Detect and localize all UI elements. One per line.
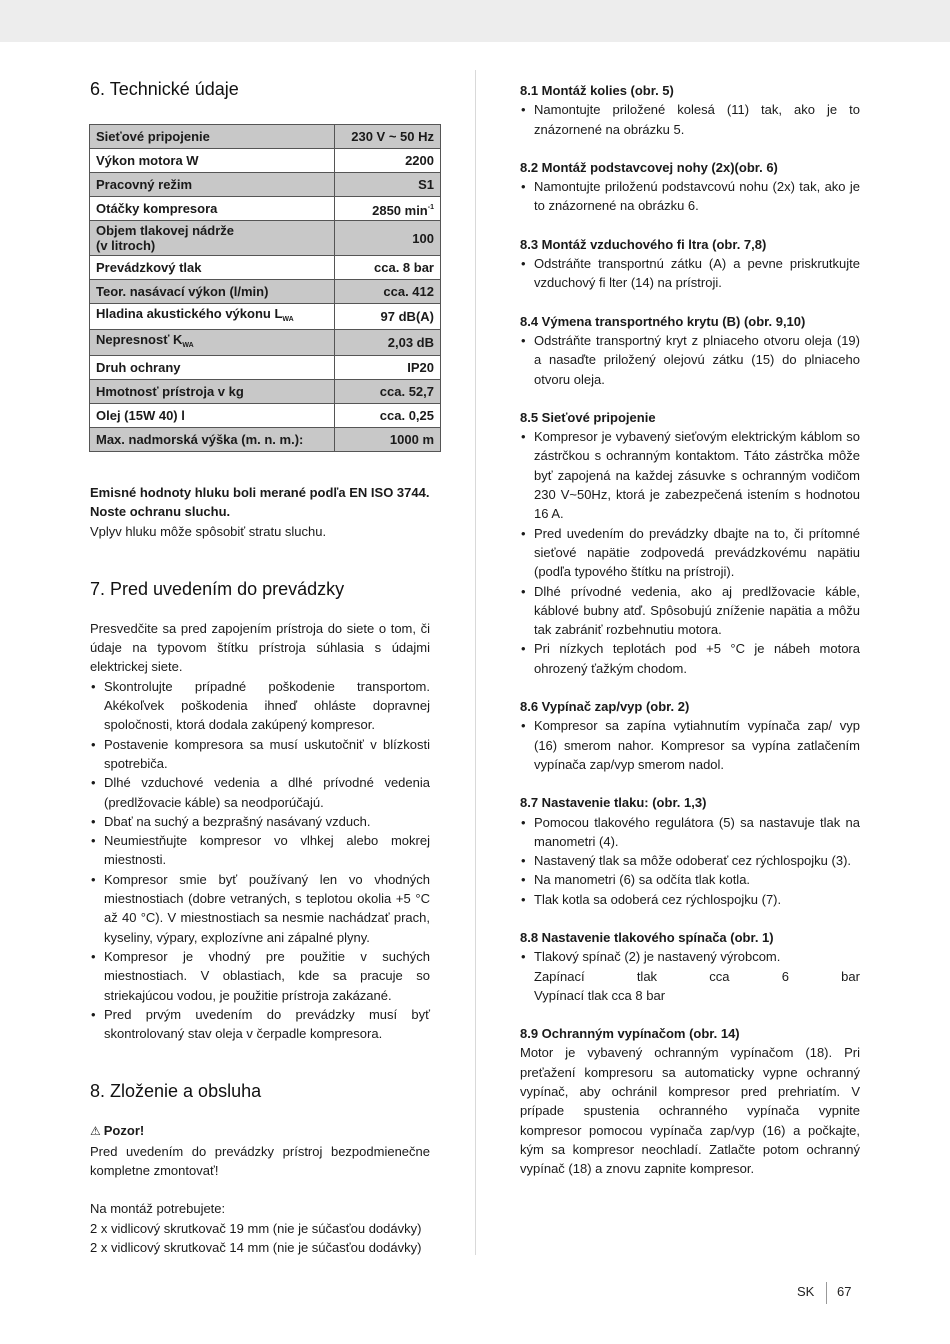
section-8-9-text: Motor je vybavený ochranným vypínačom (18). Pri preťažení kompresoru sa automaticky vypne ochranný vypínač, aby ochránil kompresor pred prehriatím. V prípade spustenia ochranného vypínača vypnite kompresor pomocou vypínača zap/vyp (16) a počkajte, kým sa kompresor neochladí. Zatlačte potom ochranný vypínač (18) a znovu zapnite kompresor. (520, 1045, 860, 1177)
language-code: SK (797, 1284, 815, 1299)
section-8-1-list (520, 100, 860, 139)
spec-row (90, 380, 441, 404)
section-8-4 (520, 312, 860, 389)
spec-row (90, 173, 441, 197)
tool-item-1: 2 x vidlicový skrutkovač 19 mm (nie je súčasťou dodávky) (90, 1220, 422, 1236)
spec-label: Výkon motora W (90, 149, 335, 173)
spec-value: cca. 412 (334, 280, 440, 304)
section-8-8 (520, 928, 860, 1005)
switch-on-word: Zapínací (534, 968, 585, 984)
section-8-3-list (520, 254, 860, 293)
spec-label: Sieťové pripojenie (90, 125, 335, 149)
switch-approx-word: cca (709, 968, 730, 984)
left-column (90, 78, 434, 1257)
warning-text: Pred uvedením do prevádzky prístroj bezpodmienečne kompletne zmontovať! (90, 1143, 430, 1179)
section-8-3-title: 8.3 Montáž vzduchového fi ltra (obr. 7,8) (520, 236, 767, 252)
list-item: • Neumiestňujte kompresor vo vlhkej alebo mokrej miestnosti. (90, 831, 430, 870)
spec-label: Teor. nasávací výkon (l/min) (90, 280, 335, 304)
list-item: • Pred uvedením do prevádzky dbajte na to, či prítomné sieťové napätie zodpovedá prevádzkovému napätiu (podľa typového štítku na prístroji). (520, 524, 860, 582)
switch-unit: bar (841, 968, 860, 984)
warning-heading (90, 1121, 430, 1141)
list-item: • Namontujte priloženú podstavcovú nohu (2x) tak, ako je to znázornené na obrázku 6. (520, 177, 860, 216)
spec-row (90, 356, 441, 380)
list-item: • Tlak kotla sa odoberá cez rýchlospojku (7). (520, 890, 860, 909)
spec-value: 230 V ~ 50 Hz (334, 125, 440, 149)
spec-row (90, 197, 441, 221)
list-item: • Pred prvým uvedením do prevádzky musí byť skontrolovaný stav oleja v čerpadle kompresora. (90, 1005, 430, 1044)
section-8-6-title: 8.6 Vypínač zap/vyp (obr. 2) (520, 699, 690, 715)
spec-row (90, 330, 441, 356)
list-item: • Postavenie kompresora sa musí uskutočniť v blízkosti spotrebiča. (90, 735, 430, 774)
spec-label: Otáčky kompresora (90, 197, 335, 221)
section-8-4-title: 8.4 Výmena transportného krytu (B) (obr. 9,10) (520, 313, 806, 329)
footer-separator (826, 1282, 827, 1304)
tool-item-2: 2 x vidlicový skrutkovač 14 mm (nie je súčasťou dodávky) (90, 1239, 422, 1255)
list-item: • Pri nízkych teplotách pod +5 °C je nábeh motora ohrozený ťažkým chodom. (520, 639, 860, 678)
spec-label: Max. nadmorská výška (m. n. m.): (90, 428, 335, 452)
pressure-switch-line-1: • Tlakový spínač (2) je nastavený výrobcom. (534, 949, 781, 965)
emission-note: Emisné hodnoty hluku boli merané podľa EN ISO 3744. (90, 485, 430, 500)
spec-label: Nepresnosť $K_{WA}$ (90, 330, 335, 356)
spec-value: 2850 $\min^{-1}$ (334, 197, 440, 221)
list-item: • Odstráňte transportný kryt z plniaceho otvoru oleja (19) a nasaďte priložený olejovú zátku (15) do plniaceho otvoru oleja. (520, 331, 860, 389)
section-8-4-list (520, 331, 860, 389)
spec-label: Hmotnosť prístroja v kg (90, 380, 335, 404)
section-8-2-list (520, 177, 860, 216)
pressure-switch-line-3: Vypínací tlak cca 8 bar (534, 987, 666, 1003)
section-8-1 (520, 81, 860, 139)
spec-row (90, 404, 441, 428)
section-8-3 (520, 235, 860, 293)
section-8-6-list (520, 716, 860, 774)
hearing-loss-note: Vplyv hluku môže spôsobiť stratu sluchu. (90, 523, 327, 539)
technical-data-table (89, 124, 441, 452)
section-7-list (90, 677, 430, 1044)
section-8-5 (520, 408, 860, 678)
section-6-title: 6. Technické údaje (90, 79, 239, 99)
right-column (520, 81, 860, 1179)
list-item: • Namontujte priložené kolesá (11) tak, ako je to znázornené na obrázku 5. (520, 100, 860, 139)
list-item: • Kompresor je vybavený sieťovým elektrickým káblom so zástrčkou s ochranným kontaktom. Táto zástrčka môže byť zapojená na každej zásuvke s ochranným vodičom 230 V~50Hz, ktorá je zabezpečená istením s hodnotou 16 A. (520, 427, 860, 523)
page-footer (797, 1284, 852, 1299)
list-item: • Dlhé vzduchové vedenia a dlhé prívodné vedenia (predlžovacie káble) sa neodporúčajú. (90, 773, 430, 812)
spec-label: Prevádzkový tlak (90, 256, 335, 280)
section-8-5-list (520, 427, 860, 678)
spec-row (90, 428, 441, 452)
list-item: • Dlhé prívodné vedenia, ako aj predlžovacie káble, káblové bubny atď. Spôsobujú zníženie napätia a môžu tak zabrániť rozbehnutiu motora. (520, 582, 860, 640)
section-8-8-list (520, 947, 860, 1005)
column-divider (475, 70, 476, 1255)
spec-value: 1000 m (334, 428, 440, 452)
spec-label: Druh ochrany (90, 356, 335, 380)
spec-row (90, 149, 441, 173)
switch-pressure-word: tlak (636, 968, 658, 984)
section-8-2 (520, 158, 860, 216)
spec-row (90, 221, 441, 256)
list-item: • Nastavený tlak sa môže odoberať cez rýchlospojku (3). (520, 851, 860, 870)
spec-value: IP20 (334, 356, 440, 380)
list-item: • Na manometri (6) sa odčíta tlak kotla. (520, 870, 860, 889)
list-item: • Kompresor sa zapína vytiahnutím vypínača zap/ vyp (16) smerom nahor. Kompresor sa vypína zatlačením vypínača zap/vyp smerom nadol. (520, 716, 860, 774)
switch-on-value: 6 (781, 968, 789, 984)
list-item: • Skontrolujte prípadné poškodenie transportom. Akékoľvek poškodenia ihneď ohláste dopravnej spoločnosti, ktorá dodala zakúpený kompresor. (90, 677, 430, 735)
section-8-2-title: 8.2 Montáž podstavcovej nohy (2x)(obr. 6) (520, 159, 778, 175)
section-8-6 (520, 697, 860, 774)
list-item: • Kompresor je vhodný pre použitie v suchých miestnostiach. V oblastiach, kde sa pracuje so striekajúcou vodou, je použitie prístroja zakázané. (90, 947, 430, 1005)
spec-value: cca. 8 bar (334, 256, 440, 280)
spec-value: 100 (334, 221, 440, 256)
top-bar (0, 0, 950, 42)
spec-value: cca. 52,7 (334, 380, 440, 404)
page-number: 67 (837, 1284, 852, 1299)
warning-triangle-icon: ⚠ (90, 1124, 101, 1139)
pressure-switch-line-2 (534, 967, 860, 986)
section-8-7-list (520, 813, 860, 909)
section-8-9 (520, 1024, 860, 1178)
spec-value: cca. 0,25 (334, 404, 440, 428)
tools-needed-label: Na montáž potrebujete: (90, 1201, 226, 1217)
list-item: • Dbať na suchý a bezprašný nasávaný vzduch. (90, 812, 430, 831)
spec-label: Hladina akustického výkonu $L_{WA}$ (90, 304, 335, 330)
spec-label: Olej (15W 40) l (90, 404, 335, 428)
section-7-intro: Presvedčite sa pred zapojením prístroja do siete o tom, či údaje na typovom štítku prístroja súhlasia s údajmi elektrickej siete. (90, 620, 430, 675)
spec-value: 2200 (334, 149, 440, 173)
spec-value: S1 (334, 173, 440, 197)
list-item: • Pomocou tlakového regulátora (5) sa nastavuje tlak na manometri (4). (520, 813, 860, 852)
hearing-protection-note: Noste ochranu sluchu. (90, 504, 231, 520)
section-8-7 (520, 793, 860, 909)
spec-label: Pracovný režim (90, 173, 335, 197)
section-8-1-title: 8.1 Montáž kolies (obr. 5) (520, 83, 674, 98)
section-8-9-title: 8.9 Ochranným vypínačom (obr. 14) (520, 1026, 740, 1042)
section-8-title: 8. Zloženie a obsluha (90, 1081, 262, 1102)
warning-label: Pozor! (103, 1123, 145, 1139)
spec-label: Objem tlakovej nádrže (v litroch) (90, 221, 335, 256)
list-item: • Kompresor smie byť používaný len vo vhodných miestnostiach (dobre vetraných, s teplotou okolia +5 °C až 40 °C). V miestnostiach sa nesmie nachádzať prach, kyseliny, výpary, explozívne ani zápalné plyny. (90, 870, 430, 947)
spec-row (90, 256, 441, 280)
spec-value: 2,03 dB (334, 330, 440, 356)
spec-row (90, 125, 441, 149)
section-8-5-title: 8.5 Sieťové pripojenie (520, 409, 656, 425)
list-item: • Odstráňte transportnú zátku (A) a pevne priskrutkujte vzduchový fi lter (14) na prístroji. (520, 254, 860, 293)
section-7-title: 7. Pred uvedením do prevádzky (90, 578, 345, 599)
spec-row (90, 280, 441, 304)
spec-value: 97 dB(A) (334, 304, 440, 330)
pressure-switch-item (520, 947, 860, 1005)
section-8-7-title: 8.7 Nastavenie tlaku: (obr. 1,3) (520, 795, 707, 811)
spec-row (90, 304, 441, 330)
section-8-8-title: 8.8 Nastavenie tlakového spínača (obr. 1) (520, 929, 774, 945)
